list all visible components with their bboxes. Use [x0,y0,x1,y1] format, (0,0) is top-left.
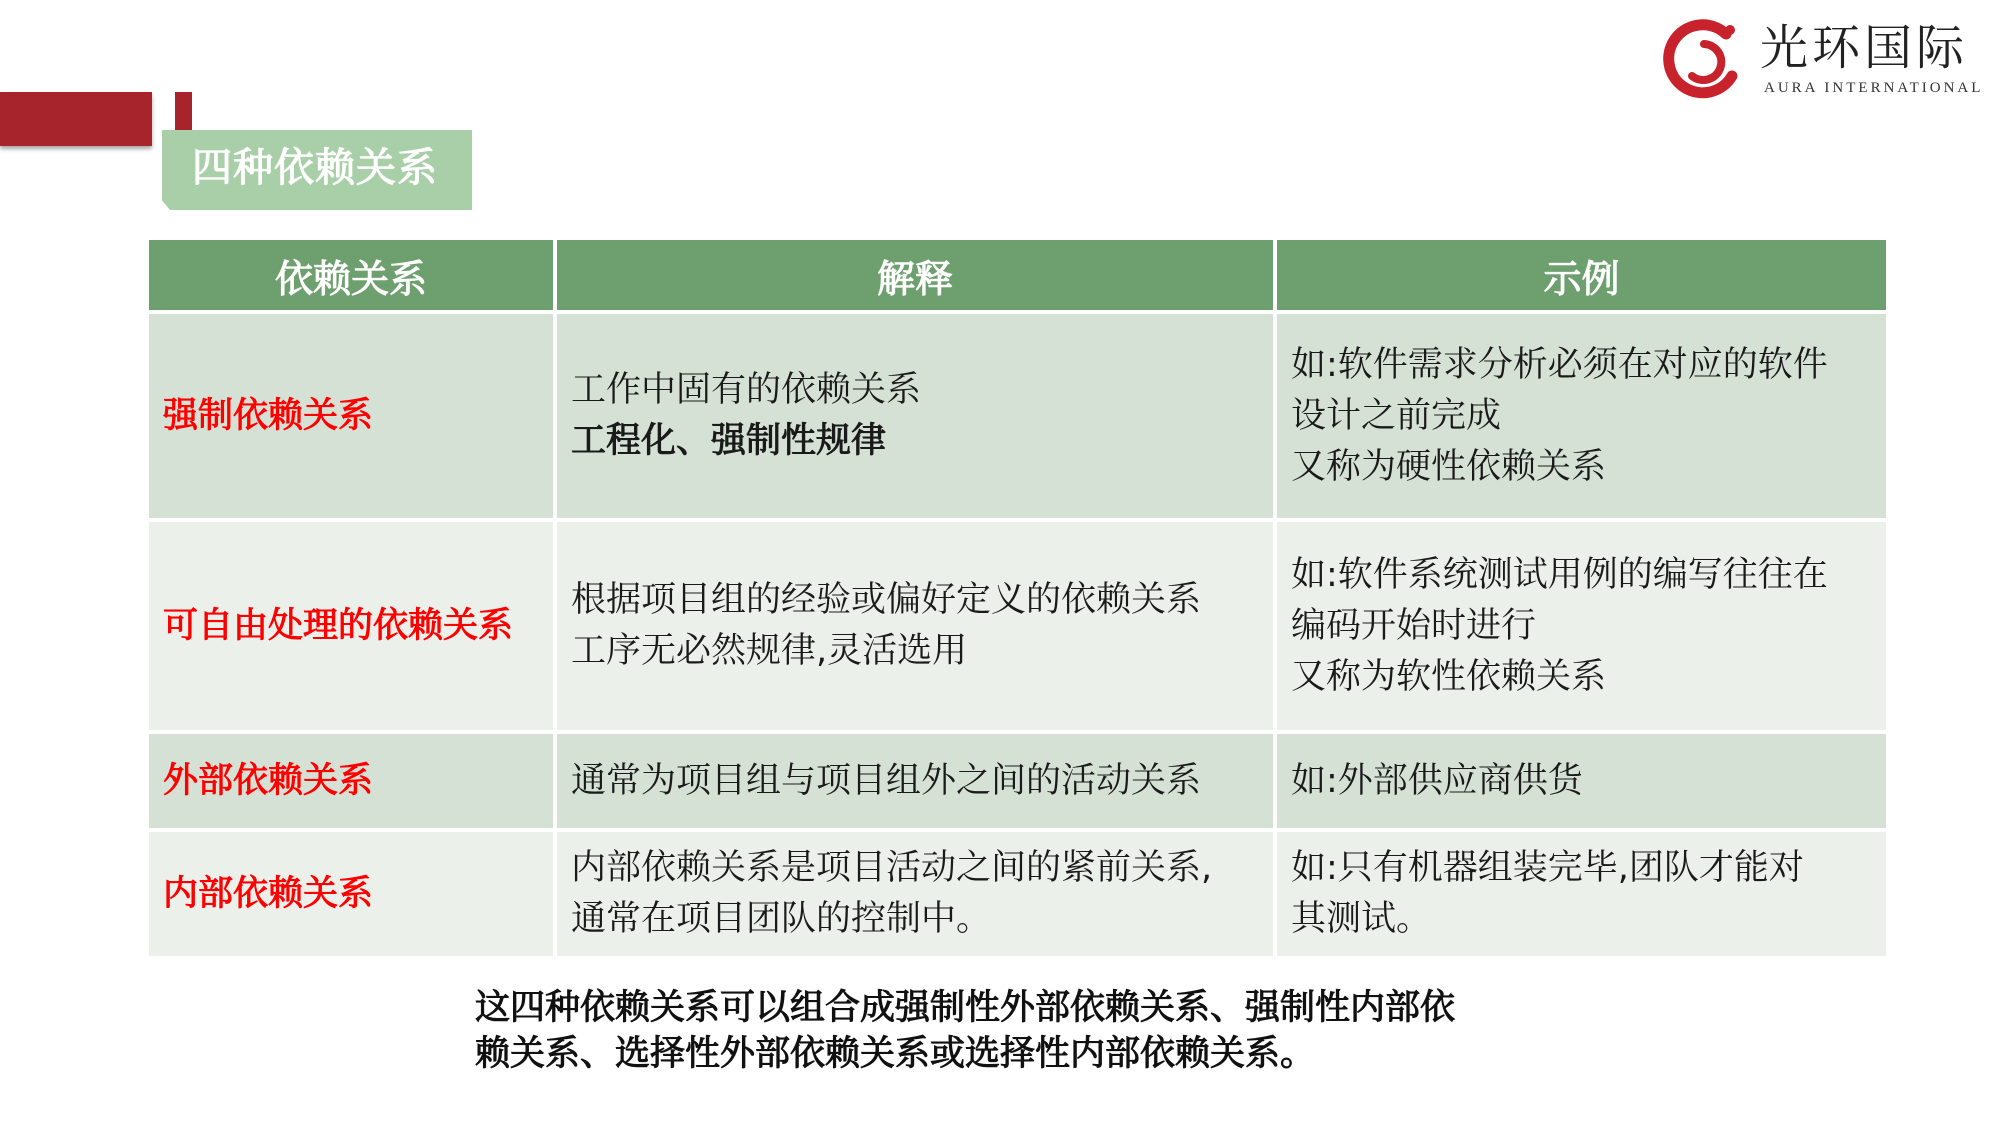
page-title: 四种依赖关系 [192,145,438,191]
explanation-line: 工序无必然规律,灵活选用 [571,631,968,671]
brand-logo [1652,14,1992,108]
table-row [147,732,1888,830]
example-line: 又称为硬性依赖关系 [1291,446,1607,487]
column-header-example: 示例 [1275,238,1888,312]
dependency-name: 可自由处理的依赖关系 [147,520,555,732]
header-accent-bar [0,92,152,146]
example-line: 如:外部供应商供货 [1291,760,1583,801]
column-header-explanation: 解释 [555,238,1275,312]
example-line: 设计之前完成 [1291,395,1502,436]
example-cell [1275,312,1888,520]
logo-swirl-icon [1652,14,1746,108]
summary-line: 这四种依赖关系可以组合成强制性外部依赖关系、强制性内部依 [475,988,1456,1028]
example-line: 其测试。 [1291,899,1432,939]
explanation-cell [555,830,1275,958]
dependency-name: 内部依赖关系 [147,830,555,958]
dependency-name: 外部依赖关系 [147,732,555,830]
logo-name-cn: 光环国际 [1760,20,1969,76]
table-row [147,312,1888,520]
explanation-cell [555,520,1275,732]
explanation-line: 根据项目组的经验或偏好定义的依赖关系 [571,580,1202,620]
example-cell [1275,520,1888,732]
example-line: 编码开始时进行 [1291,605,1537,646]
explanation-cell [555,732,1275,830]
logo-name-en: AURA INTERNATIONAL [1764,80,1984,96]
summary-text [475,985,1455,1077]
example-line: 如:只有机器组装完毕,团队才能对 [1291,848,1804,888]
explanation-cell [555,312,1275,520]
dependency-table [145,236,1890,960]
example-cell [1275,830,1888,958]
example-line: 如:软件需求分析必须在对应的软件 [1291,344,1828,385]
explanation-line: 工作中固有的依赖关系 [571,370,922,410]
explanation-line: 内部依赖关系是项目活动之间的紧前关系, [571,848,1213,888]
table-row [147,520,1888,732]
example-line: 如:软件系统测试用例的编写往往在 [1291,554,1828,595]
table-row [147,830,1888,958]
example-cell [1275,732,1888,830]
example-line: 又称为软性依赖关系 [1291,656,1607,697]
column-header-dependency: 依赖关系 [147,238,555,312]
explanation-line: 工程化、强制性规律 [571,421,887,461]
explanation-line: 通常为项目组与项目组外之间的活动关系 [571,760,1202,801]
header-accent-mark [175,92,192,130]
explanation-line: 通常在项目团队的控制中。 [571,899,992,939]
dependency-name: 强制依赖关系 [147,312,555,520]
table-header-row [147,238,1888,312]
summary-line: 赖关系、选择性外部依赖关系或选择性内部依赖关系。 [475,1034,1316,1074]
